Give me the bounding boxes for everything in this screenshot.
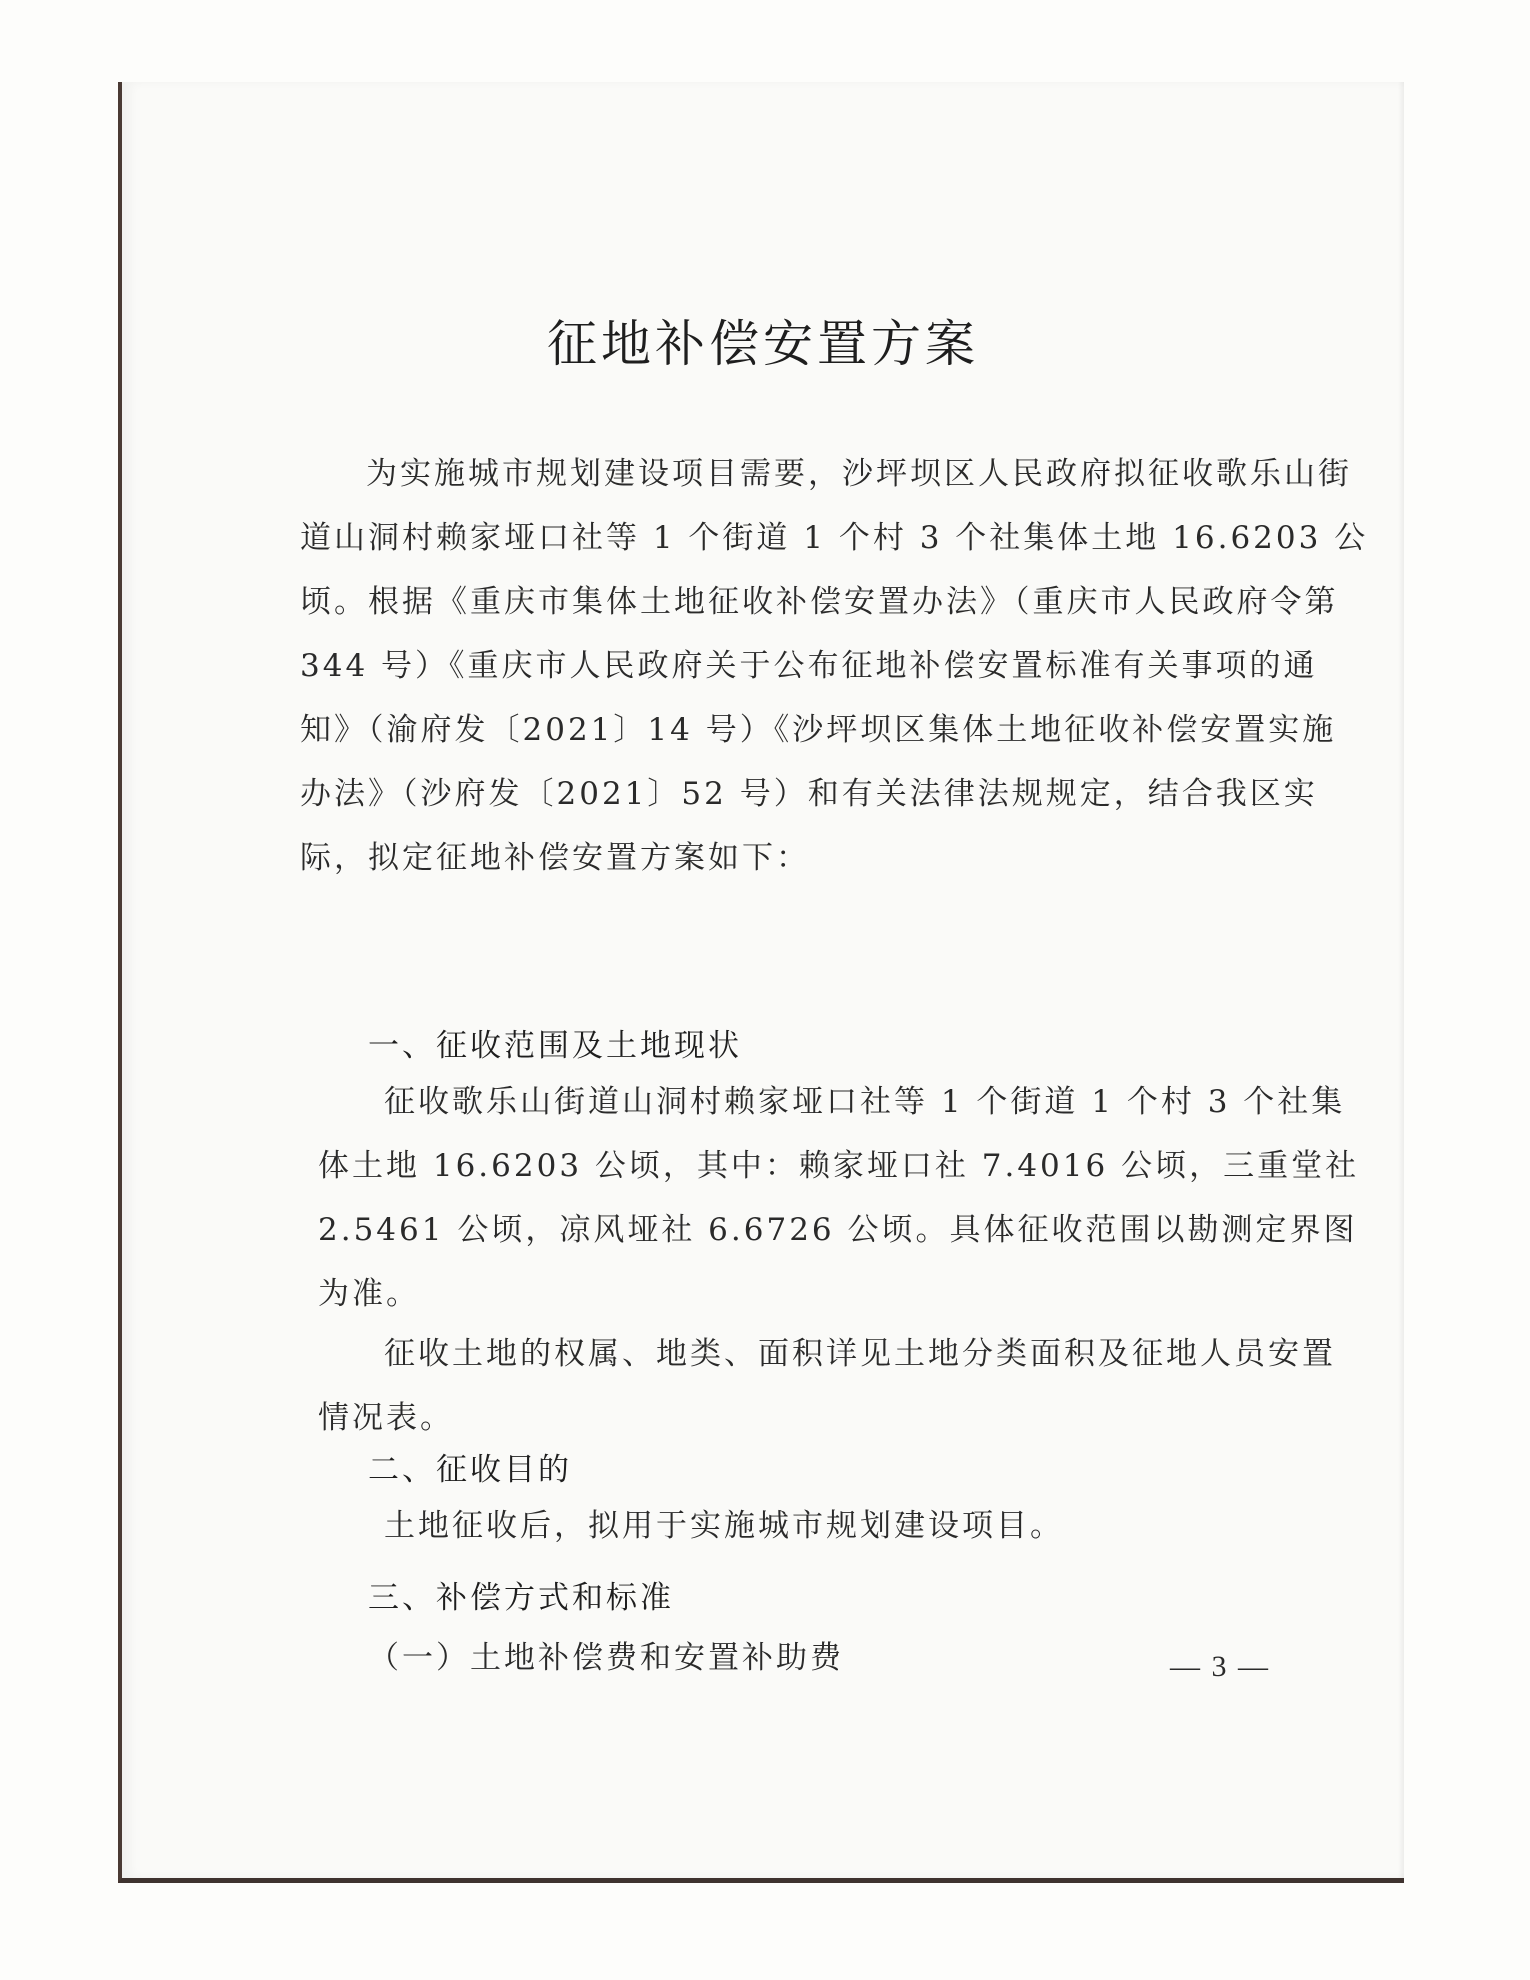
- intro-paragraph: 为实施城市规划建设项目需要，沙坪坝区人民政府拟征收歌乐山街道山洞村赖家垭口社等 1 个街道 1 个村 3 个社集体土地 16.6203 公顷。根据《重庆市集体土地征收补偿安置办法》（重庆市人民政府令第 344 号）《重庆市人民政府关于公布征地补偿安置标准有关事项的通知》（渝府发〔2021〕14 号）《沙坪坝区集体土地征收补偿安置实施办法》（沙府发〔2021〕52 号）和有关法律法规规定，结合我区实际，拟定征地补偿安置方案如下：: [300, 456, 1369, 876]
- document-title: 征地补偿安置方案: [547, 315, 979, 373]
- section-heading-scope: 一、征收范围及土地现状: [368, 1028, 742, 1064]
- section-heading-purpose: 二、征收目的: [368, 1452, 572, 1488]
- subheading-land-compensation: （一）土地补偿费和安置补助费: [368, 1640, 844, 1676]
- purpose-paragraph: 土地征收后，拟用于实施城市规划建设项目。: [384, 1508, 1064, 1544]
- scope-paragraph-2: 征收土地的权属、地类、面积详见土地分类面积及征地人员安置情况表。: [318, 1336, 1336, 1436]
- section-heading-compensation: 三、补偿方式和标准: [368, 1580, 674, 1616]
- page-number: — 3 —: [1170, 1650, 1270, 1683]
- scope-paragraph-1: 征收歌乐山街道山洞村赖家垭口社等 1 个街道 1 个村 3 个社集体土地 16.6203 公顷，其中：赖家垭口社 7.4016 公顷，三重堂社 2.5461 公顷，凉风垭社 6.6726 公顷。具体征收范围以勘测定界图为准。: [318, 1084, 1360, 1312]
- document-page: [118, 82, 1404, 1883]
